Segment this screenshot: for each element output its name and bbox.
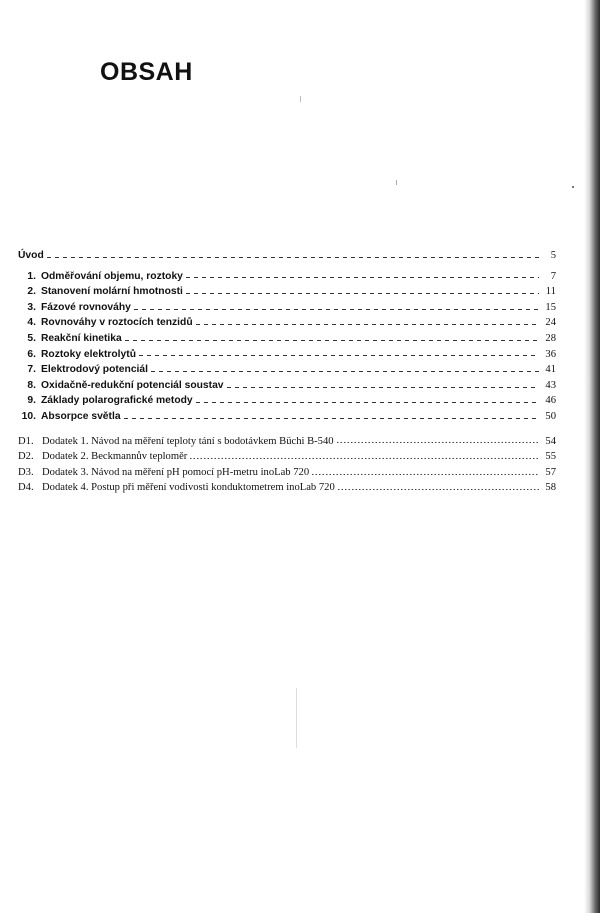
toc-entry-chapter[interactable] xyxy=(18,331,556,347)
toc-entry-chapter[interactable] xyxy=(18,393,556,409)
chapter-number: 8. xyxy=(27,379,36,391)
appendix-page: 58 xyxy=(545,482,556,494)
chapter-page: 46 xyxy=(545,395,556,407)
toc-entry-chapter[interactable] xyxy=(18,300,556,316)
toc-entry-chapter[interactable] xyxy=(18,378,556,394)
page-title: OBSAH xyxy=(100,58,193,86)
scan-speck xyxy=(396,180,397,185)
page-edge-shadow xyxy=(584,0,600,913)
chapter-number: 3. xyxy=(27,301,36,313)
leader-dots xyxy=(227,387,539,388)
leader-dots xyxy=(139,355,539,356)
chapter-page: 15 xyxy=(545,301,556,313)
scan-speck xyxy=(572,186,574,188)
appendix-list xyxy=(18,434,556,496)
appendix-title: Dodatek 4. Postup při měření vodivosti konduktometrem inoLab 720 xyxy=(42,482,335,494)
leader-dots xyxy=(124,418,539,419)
leader-dots xyxy=(186,277,539,278)
leader-dots xyxy=(47,257,539,258)
leader-dots xyxy=(196,324,539,325)
chapter-title: Rovnováhy v roztocích tenzidů xyxy=(41,317,193,329)
chapter-title: Odměřování objemu, roztoky xyxy=(41,270,183,282)
toc-entry-intro[interactable] xyxy=(18,248,556,264)
toc-entry-chapter[interactable] xyxy=(18,284,556,300)
chapter-page: 11 xyxy=(545,286,556,298)
chapter-title: Elektrodový potenciál xyxy=(41,364,149,376)
chapter-page: 24 xyxy=(545,317,556,329)
chapter-title: Absorpce světla xyxy=(41,410,121,422)
scan-speck xyxy=(300,96,301,102)
toc-entry-chapter[interactable] xyxy=(18,315,556,331)
chapter-page: 43 xyxy=(545,379,556,391)
appendix-title: Dodatek 3. Návod na měření pH pomocí pH-metru inoLab 720 xyxy=(42,466,310,478)
leader-dots xyxy=(196,402,539,403)
leader-dots xyxy=(312,474,539,475)
toc-entry-chapter[interactable] xyxy=(18,362,556,378)
appendix-page: 55 xyxy=(545,451,556,463)
chapter-page: 41 xyxy=(545,364,556,376)
chapter-page: 50 xyxy=(545,410,556,422)
chapter-number: 1. xyxy=(27,270,36,282)
toc-entry-appendix[interactable] xyxy=(18,465,556,481)
leader-dots xyxy=(337,442,539,443)
toc-entry-appendix[interactable] xyxy=(18,434,556,450)
chapter-title: Fázové rovnováhy xyxy=(41,301,131,313)
chapter-title: Roztoky elektrolytů xyxy=(41,348,136,360)
scan-mark xyxy=(296,688,297,748)
toc-entry-chapter[interactable] xyxy=(18,347,556,363)
chapter-title: Reakční kinetika xyxy=(41,332,122,344)
chapter-number: 6. xyxy=(27,348,36,360)
chapter-number: 9. xyxy=(27,395,36,407)
chapter-number: 4. xyxy=(27,317,36,329)
appendix-page: 54 xyxy=(545,435,556,447)
leader-dots xyxy=(134,309,539,310)
chapter-list xyxy=(18,269,556,425)
chapter-number: 5. xyxy=(27,332,36,344)
appendix-number: D4. xyxy=(18,482,34,494)
chapter-page: 36 xyxy=(545,348,556,360)
chapter-page: 7 xyxy=(550,270,556,282)
toc-entry-chapter[interactable] xyxy=(18,269,556,285)
leader-dots xyxy=(151,371,539,372)
leader-dots xyxy=(338,489,539,490)
toc-entry-label: Úvod xyxy=(18,250,44,261)
leader-dots xyxy=(186,293,539,294)
appendix-title: Dodatek 2. Beckmannův teploměr xyxy=(42,451,188,463)
leader-dots xyxy=(190,458,539,459)
chapter-title: Základy polarografické metody xyxy=(41,395,193,407)
chapter-page: 28 xyxy=(545,332,556,344)
appendix-number: D3. xyxy=(18,466,34,478)
table-of-contents xyxy=(18,248,556,496)
chapter-number: 2. xyxy=(27,286,36,298)
appendix-number: D2. xyxy=(18,451,34,463)
chapter-title: Oxidačně-redukční potenciál soustav xyxy=(41,379,224,391)
toc-entry-appendix[interactable] xyxy=(18,449,556,465)
appendix-page: 57 xyxy=(545,466,556,478)
chapter-number: 7. xyxy=(27,364,36,376)
chapter-title: Stanovení molární hmotnosti xyxy=(41,286,183,298)
toc-entry-page: 5 xyxy=(550,250,556,261)
toc-entry-appendix[interactable] xyxy=(18,480,556,496)
appendix-number: D1. xyxy=(18,435,34,447)
chapter-number: 10. xyxy=(21,410,36,422)
leader-dots xyxy=(125,340,539,341)
toc-entry-chapter[interactable] xyxy=(18,409,556,425)
appendix-title: Dodatek 1. Návod na měření teploty tání s bodotávkem Büchi B-540 xyxy=(42,435,334,447)
